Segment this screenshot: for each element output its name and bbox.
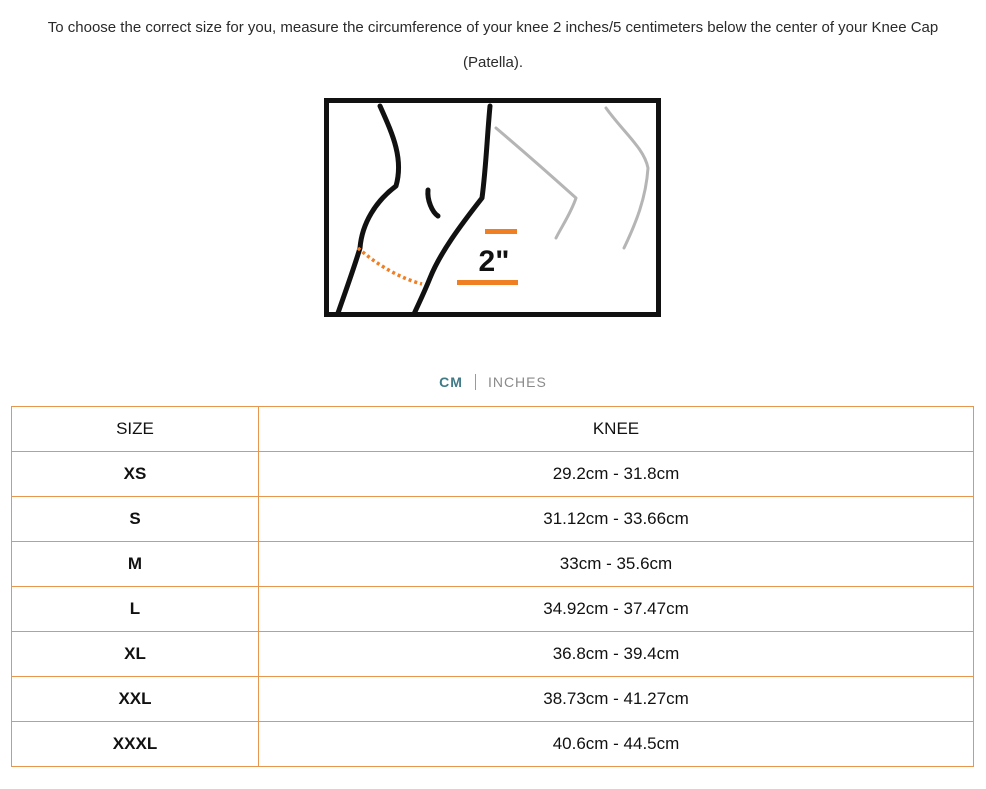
size-label: S <box>12 497 259 542</box>
size-label: XXL <box>12 677 259 722</box>
table-row <box>12 632 974 677</box>
unit-toggle <box>0 374 986 390</box>
unit-option-inches[interactable]: INCHES <box>487 374 547 390</box>
table-row <box>12 587 974 632</box>
table-row <box>12 677 974 722</box>
table-row <box>12 542 974 587</box>
table-row <box>12 497 974 542</box>
knee-range: 31.12cm - 33.66cm <box>259 497 974 542</box>
header-size: SIZE <box>12 407 259 452</box>
knee-range: 33cm - 35.6cm <box>259 542 974 587</box>
size-label: L <box>12 587 259 632</box>
knee-range: 29.2cm - 31.8cm <box>259 452 974 497</box>
size-label: M <box>12 542 259 587</box>
knee-range: 38.73cm - 41.27cm <box>259 677 974 722</box>
knee-measurement-illustration <box>324 98 661 317</box>
unit-separator <box>475 374 476 390</box>
size-label: XS <box>12 452 259 497</box>
knee-range: 40.6cm - 44.5cm <box>259 722 974 767</box>
size-label: XL <box>12 632 259 677</box>
size-label: XXXL <box>12 722 259 767</box>
instructions-line-2: (Patella). <box>462 54 524 71</box>
table-header-row <box>12 407 974 452</box>
size-chart-table <box>11 406 974 767</box>
knee-range: 34.92cm - 37.47cm <box>259 587 974 632</box>
faded-leg-outline <box>496 108 648 248</box>
size-instructions <box>0 10 986 80</box>
bottom-marker-bar <box>457 280 518 285</box>
measurement-dotted-line <box>358 248 422 284</box>
knee-range: 36.8cm - 39.4cm <box>259 632 974 677</box>
header-knee: KNEE <box>259 407 974 452</box>
instructions-line-1: To choose the correct size for you, measure the circumference of your knee 2 inches/5 centimeters below the center of your Knee Cap <box>47 19 939 36</box>
unit-option-cm[interactable]: CM <box>439 374 463 390</box>
top-marker-bar <box>485 229 517 234</box>
table-row <box>12 722 974 767</box>
table-row <box>12 452 974 497</box>
two-inch-label: 2" <box>478 245 510 278</box>
